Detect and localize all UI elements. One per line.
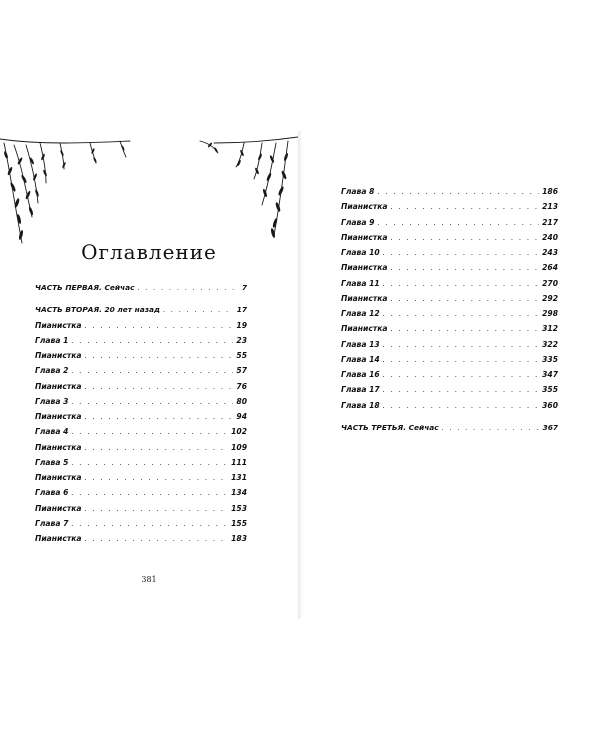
toc-entry-label: Глава 4 [35,427,69,437]
dot-leader [85,443,229,452]
toc-list-left [35,283,247,549]
toc-entry[interactable] [35,321,247,336]
toc-entry-label: Глава 8 [341,187,375,196]
dot-leader [391,202,540,211]
toc-entry-label: Глава 6 [35,488,69,498]
dot-leader [71,427,228,436]
toc-entry-page: 186 [542,187,558,196]
toc-entry[interactable] [341,279,558,294]
toc-entry[interactable] [35,427,247,442]
toc-entry[interactable] [35,519,247,534]
dot-leader [71,519,228,528]
toc-entry-page: 55 [236,351,247,360]
toc-entry-page: 7 [241,283,247,292]
dot-leader [71,336,233,345]
dot-leader [85,321,234,330]
toc-entry[interactable] [35,458,247,473]
toc-entry[interactable] [341,355,558,370]
toc-entry-label: ЧАСТЬ ВТОРАЯ. 20 лет назад [35,305,161,315]
dot-leader [383,340,539,349]
right-page [303,131,600,619]
toc-entry-label: Глава 14 [341,354,380,364]
toc-entry-label: Пианистка [341,263,388,273]
dot-leader [85,351,234,360]
toc-entry[interactable] [341,187,558,202]
toc-entry[interactable] [341,340,558,355]
toc-entry[interactable] [35,412,247,427]
dot-leader [391,324,540,333]
toc-entry-page: 57 [236,366,247,376]
dot-leader [377,218,539,227]
dot-leader [383,385,539,394]
toc-entry-label: Пианистка [35,320,82,330]
toc-entry[interactable] [35,283,247,298]
toc-title: Оглавление [81,240,217,264]
toc-entry-label: Пианистка [35,412,82,421]
left-page [0,131,298,619]
toc-entry-label: Пианистка [341,293,388,303]
dot-leader [391,233,540,242]
toc-entry-page: 322 [542,339,558,349]
toc-entry[interactable] [341,423,558,438]
toc-entry-page: 312 [542,324,558,334]
toc-entry[interactable] [35,336,247,351]
dot-leader [71,397,233,406]
dot-leader [383,248,539,257]
toc-entry[interactable] [341,401,558,416]
dot-leader [71,458,228,467]
dot-leader [163,305,234,314]
toc-entry-page: 347 [542,370,558,379]
dot-leader [71,488,228,497]
toc-entry-label: Глава 9 [341,217,375,227]
toc-entry-page: 76 [236,381,247,391]
toc-entry-page: 335 [542,354,558,364]
toc-entry-page: 298 [542,309,558,318]
toc-entry[interactable] [35,488,247,503]
toc-entry-label: Пианистка [341,232,388,242]
toc-entry-page: 102 [231,427,247,437]
toc-entry-page: 155 [231,518,247,528]
toc-entry-page: 23 [236,335,247,345]
toc-entry-page: 131 [231,473,247,482]
toc-entry[interactable] [35,534,247,549]
toc-entry[interactable] [35,382,247,397]
toc-entry-label: Пианистка [35,442,82,452]
toc-entry-page: 134 [231,488,247,498]
toc-entry[interactable] [341,233,558,248]
toc-entry-page: 264 [542,263,558,273]
toc-entry-label: Пианистка [35,473,82,482]
dot-leader [383,279,539,288]
toc-entry-page: 360 [542,400,558,410]
toc-entry[interactable] [341,202,558,217]
toc-entry-page: 243 [542,248,558,257]
dot-leader [71,366,233,375]
toc-entry-page: 153 [231,503,247,513]
dot-leader [85,382,234,391]
dot-leader [391,263,540,272]
toc-entry-label: Глава 16 [341,370,380,379]
toc-entry-page: 111 [231,457,247,467]
toc-entry-page: 109 [231,442,247,452]
toc-entry-label: Глава 2 [35,366,69,376]
toc-entry-page: 94 [236,412,247,421]
toc-entry[interactable] [341,385,558,400]
toc-entry-page: 270 [542,278,558,288]
page-number: 381 [141,575,157,584]
toc-entry[interactable] [35,366,247,381]
toc-entry-label: Пианистка [341,202,388,212]
toc-entry-label: Пианистка [341,324,388,334]
dot-leader [383,309,539,318]
toc-entry[interactable] [341,263,558,278]
toc-entry-label: Пианистка [35,503,82,513]
toc-entry-page: 292 [542,293,558,303]
toc-entry[interactable] [35,351,247,366]
toc-entry[interactable] [341,309,558,324]
toc-entry-label: ЧАСТЬ ПЕРВАЯ. Сейчас [35,283,135,292]
dot-leader [383,401,539,410]
toc-entry-label: Глава 12 [341,309,380,318]
toc-entry[interactable] [341,324,558,339]
toc-entry[interactable] [341,370,558,385]
toc-entry-page: 19 [236,320,247,330]
toc-list-right [341,187,558,438]
toc-entry-label: Глава 1 [35,335,69,345]
dot-leader [138,283,239,292]
dot-leader [85,534,229,543]
toc-entry-label: Глава 10 [341,248,380,257]
dot-leader [383,370,539,379]
toc-entry[interactable] [341,294,558,309]
toc-entry-label: Глава 5 [35,457,69,467]
toc-entry-page: 17 [236,305,247,315]
toc-entry-label: Глава 7 [35,518,69,528]
toc-entry-page: 355 [542,385,558,395]
toc-entry-label: Глава 18 [341,400,380,410]
dot-leader [377,187,539,196]
dot-leader [85,473,229,482]
toc-entry[interactable] [35,473,247,488]
dot-leader [85,504,229,513]
toc-entry-page: 217 [542,217,558,227]
dot-leader [383,355,539,364]
dot-leader [442,423,540,432]
toc-entry-page: 240 [542,232,558,242]
toc-entry[interactable] [341,248,558,263]
toc-entry[interactable] [35,305,247,320]
toc-entry-label: Пианистка [35,534,82,543]
dot-leader [85,412,234,421]
toc-entry[interactable] [35,397,247,412]
toc-entry-page: 183 [231,534,247,543]
toc-entry-page: 213 [542,202,558,212]
toc-entry-label: Пианистка [35,381,82,391]
dot-leader [391,294,540,303]
toc-entry-label: ЧАСТЬ ТРЕТЬЯ. Сейчас [341,422,439,432]
toc-entry-page: 80 [236,396,247,406]
toc-entry-page: 367 [542,422,558,432]
toc-entry[interactable] [35,504,247,519]
toc-entry-label: Пианистка [35,351,82,360]
toc-entry-label: Глава 3 [35,396,69,406]
willow-branches-icon [0,131,298,251]
toc-entry-label: Глава 11 [341,278,380,288]
toc-entry-label: Глава 13 [341,339,380,349]
toc-entry[interactable] [341,218,558,233]
toc-entry-label: Глава 17 [341,385,380,395]
toc-entry[interactable] [35,443,247,458]
